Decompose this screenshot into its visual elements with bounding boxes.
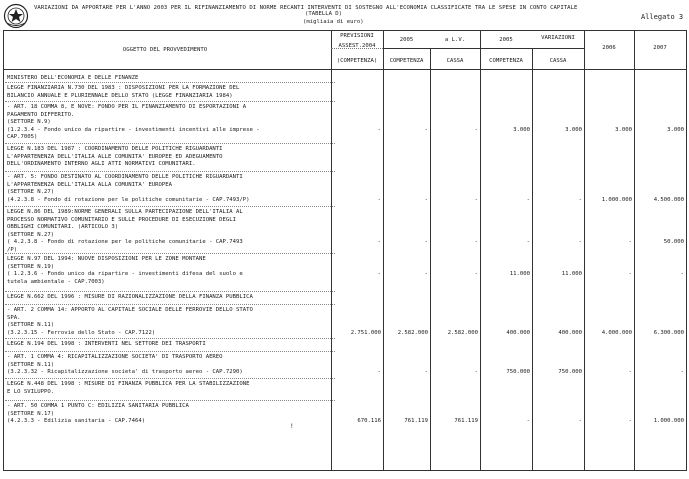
table-bottom-rule xyxy=(3,470,687,471)
row-value-cell: - xyxy=(377,239,381,246)
row-text-line: PAGAMENTO DIFFERITO. xyxy=(7,111,75,118)
row-text-line: LEGGE N.183 DEL 1987 : COORDINAMENTO DELLE POLITICHE RIGUARDANTI xyxy=(7,146,223,152)
row-text-line: - ART. 1 COMMA 4: RICAPITALIZZAZIONE SOCIETA' DI TRASPORTO AEREO xyxy=(7,354,223,360)
header-competenza-var: COMPETENZA xyxy=(489,58,523,64)
header-cassa-var: CASSA xyxy=(549,58,567,64)
row-text-line: BILANCIO ANNUALE E PLURIENNALE DELLO STATO (LEGGE FINANZIARIA 1984) xyxy=(7,92,233,99)
row-value-cell: 3.000 xyxy=(565,126,582,133)
row-value-cell: 400.000 xyxy=(506,329,530,336)
row-value-cell: - xyxy=(377,126,381,133)
row-value-cell: - xyxy=(424,271,428,278)
row-text-line: (4.2.3.8 - Fondo di rotazione per le politiche comunitarie - CAP.7493/P) xyxy=(7,196,250,203)
row-value-cell: - xyxy=(526,239,530,246)
row-text-line: L'APPARTENENZA DELL'ITALIA ALLE COMUNITA' EUROPEE ED ADEGUAMENTO xyxy=(7,153,223,160)
row-value-cell: - xyxy=(424,126,428,133)
header-cassa-2005: CASSA xyxy=(446,58,464,64)
row-value-cell: 4.000.000 xyxy=(601,329,632,336)
row-value-cell: 2.582.000 xyxy=(447,329,478,336)
row-text-line: - ART. 50 COMMA 1 PUNTO C: EDILIZIA SANITARIA PUBBLICA xyxy=(7,403,189,409)
col-divider xyxy=(430,48,431,470)
header-2006: 2006 xyxy=(602,45,616,51)
row-value-cell: - xyxy=(628,369,632,376)
col-divider xyxy=(480,30,481,470)
row-value-cell: 670.116 xyxy=(357,418,381,425)
row-text-line: LEGGE N.86 DEL 1989:NORME GENERALI SULLA PARTECIPAZIONE DELL'ITALIA AL xyxy=(7,209,243,215)
row-text-line: LEGGE N.448 DEL 1998 : MISURE DI FINANZA PUBBLICA PER LA STABILIZZAZIONE xyxy=(7,381,250,387)
row-value-cell: - xyxy=(377,271,381,278)
row-value-cell: 3.000 xyxy=(667,126,684,133)
row-value-cell: - xyxy=(474,239,478,246)
row-value-cell: 400.000 xyxy=(558,329,582,336)
row-value-cell: 3.000 xyxy=(615,126,632,133)
row-value-cell: - xyxy=(526,196,530,203)
row-separator xyxy=(5,253,335,254)
row-value-cell: 761.119 xyxy=(404,418,428,425)
row-text-line: tutela ambientale - CAP.7003) xyxy=(7,278,105,285)
row-value-cell: - xyxy=(680,271,684,278)
row-separator xyxy=(5,143,335,144)
header-previsioni: PREVISIONI xyxy=(340,33,374,39)
row-text-line: (SETTORE N.17) xyxy=(7,410,55,417)
row-text-line: (3.2.3.32 - Ricapitalizzazione societa' di trasporto aereo - CAP.7290) xyxy=(7,369,243,376)
row-text-line: /P) xyxy=(7,247,18,253)
row-value-cell: - xyxy=(474,369,478,376)
row-text-line: L'APPARTENENZA DELL'ITALIA ALLA COMUNITA' EUROPEA xyxy=(7,181,173,188)
col-divider xyxy=(331,30,332,470)
row-value-cell: 761.119 xyxy=(454,418,478,425)
row-value-cell: - xyxy=(377,196,381,203)
row-text-line: (SETTORE N.9) xyxy=(7,119,51,126)
row-separator xyxy=(5,291,335,292)
row-text-line: - ART. 2 COMMA 14: APPORTO AL CAPITALE SOCIALE DELLE FERROVIE DELLO STATO xyxy=(7,307,253,313)
header-competenza: (COMPETENZA) xyxy=(336,58,378,64)
row-value-cell: 750.000 xyxy=(558,369,582,376)
row-text-line: (SETTORE N.27) xyxy=(7,189,55,196)
row-separator xyxy=(5,400,335,401)
row-text-line: CAP.7005) xyxy=(7,134,38,141)
header-competenza-2005: COMPETENZA xyxy=(389,58,424,64)
row-text-line: OBBLIGHI COMUNITARI. (ARTICOLO 3) xyxy=(7,224,119,231)
row-text-line: SPA. xyxy=(7,314,21,321)
row-text-line: E LO SVILUPPO. xyxy=(7,388,55,395)
republic-emblem-icon xyxy=(3,3,29,29)
row-text-line: LEGGE N.194 DEL 1998 : INTERVENTI NEL SETTORE DEI TRASPORTI xyxy=(7,341,206,347)
row-text-line: LEGGE FINANZIARIA N.730 DEL 1983 : DISPOSIZIONI PER LA FORMAZIONE DEL xyxy=(7,85,240,91)
header-variazioni: VARIAZIONI xyxy=(541,35,575,41)
row-separator xyxy=(5,338,335,339)
row-value-cell: 2.751.000 xyxy=(350,329,381,336)
row-text-line: (SETTORE N.27) xyxy=(7,231,55,238)
row-value-cell: 2.582.000 xyxy=(397,329,428,336)
table-left-border xyxy=(3,30,4,470)
row-text-line: (SETTORE N.11) xyxy=(7,322,55,329)
col-divider xyxy=(634,30,635,470)
row-value-cell: - xyxy=(474,126,478,133)
row-value-cell: 750.000 xyxy=(506,369,530,376)
row-value-cell: - xyxy=(680,369,684,376)
row-text-line: DELL'ORDINAMENTO INTERNO AGLI ATTI NORMATIVI COMUNITARI. xyxy=(7,161,196,168)
col-divider xyxy=(532,48,533,470)
row-value-cell: - xyxy=(578,239,582,246)
row-value-cell: - xyxy=(424,239,428,246)
subheader-rule xyxy=(383,48,584,49)
row-text-line: (4.2.3.3 - Edilizia sanitaria - CAP.7464) xyxy=(7,418,146,425)
units-label: (migliaia di euro) xyxy=(303,19,364,25)
row-text-line: (SETTORE N.11) xyxy=(7,361,55,368)
table-right-border xyxy=(686,30,687,470)
row-separator xyxy=(5,206,335,207)
row-separator xyxy=(5,378,335,379)
col-divider xyxy=(584,30,585,470)
row-text-line: (SETTORE N.19) xyxy=(7,263,55,270)
row-value-cell: - xyxy=(578,418,582,425)
row-value-cell: - xyxy=(578,196,582,203)
row-value-cell: 6.300.000 xyxy=(653,329,684,336)
row-value-cell: - xyxy=(474,271,478,278)
row-separator xyxy=(5,101,335,102)
header-2007: 2007 xyxy=(653,45,667,51)
row-value-cell: 11.000 xyxy=(561,271,582,278)
header-oggetto: OGGETTO DEL PROVVEDIMENTO xyxy=(122,47,208,53)
row-text-line: - ART. 5: FONDO DESTINATO AL COORDINAMENTO DELLE POLITICHE RIGUARDANTI xyxy=(7,174,243,180)
row-value-cell: 3.000 xyxy=(513,126,530,133)
row-value-cell: - xyxy=(474,196,478,203)
row-text-line: LEGGE N.662 DEL 1996 : MISURE DI RAZIONALIZZAZIONE DELLA FINANZA PUBBLICA xyxy=(7,294,253,300)
header-assest: ASSEST.2004 xyxy=(338,43,376,49)
row-text-line: (1.2.3.4 - Fondo unico da ripartire - investimenti incentivi alle imprese - xyxy=(7,126,260,133)
page-title: VARIAZIONI DA APPORTARE PER L'ANNO 2003 PER IL RIFINANZIAMENTO DI NORME RECANTI INTERVENTI DI SOSTEGNO ALL'ECONOMIA CLASSIFICATE TRA LE SPESE IN CONTO CAPITALE xyxy=(34,5,578,11)
row-value-cell: - xyxy=(377,369,381,376)
row-value-cell: - xyxy=(424,369,428,376)
row-value-cell: 50.000 xyxy=(663,239,684,246)
row-separator xyxy=(5,304,335,305)
footer-mark: ! xyxy=(290,423,294,430)
header-2005b: 2005 xyxy=(499,37,513,43)
row-text-line: LEGGE N.97 DEL 1994: NUOVE DISPOSIZIONI PER LE ZONE MONTANE xyxy=(7,256,206,262)
row-text-line: MINISTERO DELL'ECONOMIA E DELLE FINANZE xyxy=(7,75,139,81)
header-2005: 2005 xyxy=(399,37,414,43)
row-value-cell: 11.000 xyxy=(509,271,530,278)
tabella-label: (TABELLA D) xyxy=(305,11,343,17)
header-alv: a L.V. xyxy=(444,37,466,43)
row-text-line: (3.2.3.15 - Ferrovie dello Stato - CAP.7122) xyxy=(7,329,156,336)
row-value-cell: - xyxy=(628,271,632,278)
row-value-cell: - xyxy=(424,196,428,203)
row-value-cell: 1.000.000 xyxy=(653,418,684,425)
row-value-cell: - xyxy=(628,418,632,425)
row-text-line: - ART. 18 COMMA 8, E NOVE: FONDO PER IL FINANZIAMENTO DI ESPORTAZIONI A xyxy=(7,104,247,110)
row-value-cell: 4.500.000 xyxy=(653,196,684,203)
row-separator xyxy=(5,171,335,172)
col-divider xyxy=(383,30,384,470)
row-value-cell: - xyxy=(628,239,632,246)
attachment-label: Allegato 3 xyxy=(641,13,684,21)
row-text-line: ( 1.2.3.6 - Fondo unico da ripartire - investimenti difesa del suolo e xyxy=(7,271,243,278)
row-separator xyxy=(5,351,335,352)
row-value-cell: - xyxy=(526,418,530,425)
row-text-line: PROCESSO NORMATIVO COMUNITARIO E SULLE PROCEDURE DI ESECUZIONE DEGLI xyxy=(7,216,237,223)
row-text-line: ( 4.2.3.8 - Fondo di rotazione per le politiche comunitarie - CAP.7493 xyxy=(7,239,243,246)
row-value-cell: 1.000.000 xyxy=(601,196,632,203)
